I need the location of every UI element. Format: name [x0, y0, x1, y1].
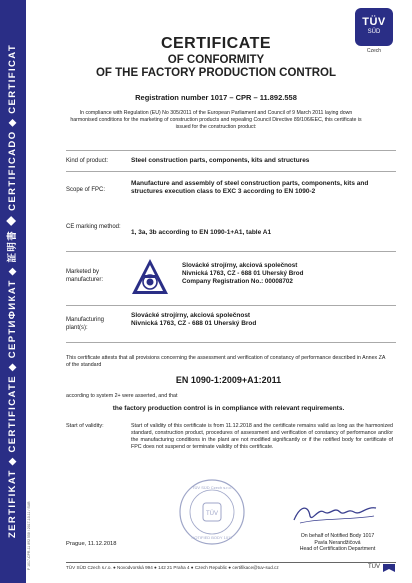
system-text: according to system 2+ were asserted, and that: [66, 393, 178, 399]
manufacturer-logo: [131, 258, 169, 296]
place-date: Prague, 11.12.2018: [66, 541, 117, 547]
title-main: CERTIFICATE: [160, 35, 272, 52]
attestation-text: This certificate attests that all provisions concerning the assessment and verification of constancy of performance described in Annex ZA of the standard: [66, 355, 386, 368]
kind-label: Kind of product:: [66, 158, 109, 164]
plant-value: [131, 312, 391, 328]
marketed-label: Marketed by manufacturer:: [66, 269, 104, 283]
divider: [66, 342, 396, 343]
signer-block: [280, 533, 395, 553]
official-stamp: [178, 478, 246, 546]
stamp-center: TÜV: [206, 511, 218, 517]
logo-subtitle: Czech: [366, 48, 382, 54]
title-sub1: OF CONFORMITY: [167, 54, 265, 66]
tuv-mark-icon: [383, 564, 395, 572]
logo-line2: SÜD: [367, 29, 381, 35]
plant-label: Manufacturing plant(s):: [66, 317, 105, 331]
side-stripe: [0, 0, 26, 583]
footer-address: TÜV SÜD Czech s.r.o. ● Novodvorská 994 ● 142 21 Praha 4 ● Czech Republic ● certifikace@tuv-sud.cz: [66, 565, 279, 570]
scope-value: Manufacture and assembly of steel construction parts, components, kits and structures execution class to EXC 3 according to EN 1090-2: [131, 180, 369, 195]
stamp-ring-text: TÜV SÜD Czech s.r.o.: [192, 485, 232, 490]
divider: [66, 305, 396, 306]
side-reference: F 1017-CPR-11 892 558 / 2017-10-11 / SUB: [27, 501, 31, 570]
signer-name: Pavla Nerandžičová: [314, 539, 361, 546]
scope-label: Scope of FPC:: [66, 187, 106, 193]
signer-title: Head of Certification Department: [299, 546, 376, 552]
stamp-bottom-text: NOTIFIED BODY 1017: [191, 535, 233, 540]
manufacturer-name: Slovácké strojírny, akciová společnost: [182, 262, 298, 269]
divider: [66, 171, 396, 172]
manufacturer-address: Nivnická 1763, CZ - 688 01 Uherský Brod: [182, 270, 304, 277]
divider: [66, 251, 396, 252]
stripe-text: ZERTIFIKAT ◆ CERTIFICATE ◆ СЕРТИФИКАТ ◆ 証明書 ◆ CERTIFICADO ◆ CERTIFICAT: [7, 43, 18, 539]
manufacturer-info: [182, 262, 382, 286]
fpc-statement: the factory production control is in compliance with relevant requirements.: [112, 405, 345, 412]
kind-value: Steel construction parts, components, kits and structures: [131, 157, 310, 164]
standard-name: EN 1090-1:2009+A1:2011: [175, 375, 282, 385]
validity-label: Start of validity:: [66, 423, 104, 429]
certificate-title: [56, 35, 376, 79]
plant-address: Nivnická 1763, CZ - 688 01 Uherský Brod: [131, 320, 257, 327]
registration-number: Registration number 1017 – CPR – 11.892.558: [135, 93, 297, 102]
company-registration: Company Registration No.: 00008702: [182, 278, 293, 285]
signature: [290, 498, 380, 528]
ce-label: CE marking method:: [66, 224, 121, 230]
logo-line1: TÜV: [362, 16, 386, 28]
footer-brand: TÜV: [368, 564, 380, 570]
title-sub2: OF THE FACTORY PRODUCTION CONTROL: [95, 67, 336, 79]
ce-value: 1, 3a, 3b according to EN 1090-1+A1, table A1: [131, 229, 272, 236]
validity-text: Start of validity of this certificate is from 11.12.2018 and the certificate remains valid as long as the harmonized standard, construction product, procedures of assessment and verification of constancy of performance and/or the manufacturing conditions in the plant are not modified significantly or if the notified body for certificate of FPC does not suspend or terminate validity of this certificate.: [131, 423, 393, 450]
intro-text: In compliance with Regulation (EU) No 305/2011 of the European Parliament and Council of 9 March 2011 laying down harmonised conditions for the marketing of construction products and repealing Council Directive 89/106/EEC, this certificate is issued for the construction product:: [70, 110, 362, 130]
footer-divider: [66, 562, 396, 563]
plant-name: Slovácké strojírny, akciová společnost: [131, 312, 251, 319]
signer-line1: On behalf of Notified Body 1017: [300, 533, 375, 539]
divider: [66, 150, 396, 151]
